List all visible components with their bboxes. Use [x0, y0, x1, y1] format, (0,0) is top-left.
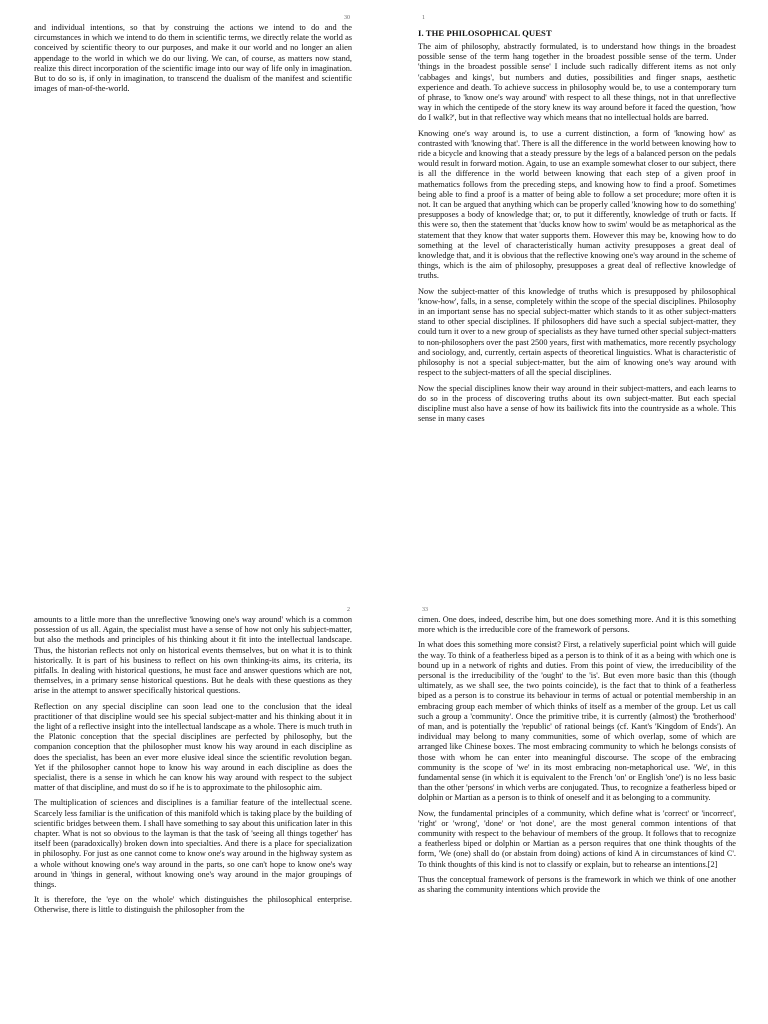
paragraph: and individual intentions, so that by construing the actions we intend to do and the circumstances in which we intend to do them in scientific terms, we directly relate the world as conceived by scientific theory to our purposes, and make it our world and no longer an alien appendage to the world in which we do our living. We can, of course, as matters now stand, realize this direct incorporation of the scientific image into our way of life only in imagination. But to do so is, if only in imagination, to transcend the dualism of the manifest and scientific images of man-of-the-world. — [34, 23, 352, 94]
page-1 — [418, 14, 736, 604]
page-number: 30 — [344, 15, 350, 21]
page-33 — [418, 606, 736, 1024]
paragraph: Now the special disciplines know their way around in their subject-matters, and each learns to do so in the process of discovering truths about its own subject-matter. But each special discipline must also have a sense of how its bailiwick fits into the countryside as a whole. This sense in many cases — [418, 383, 736, 424]
paragraph: The aim of philosophy, abstractly formulated, is to understand how things in the broadest possible sense of the term hang together in the broadest possible sense of the term. Under 'things in the broadest possible sense' I include such radically different items as not only 'cabbages and kings', but numbers and duties, possibilities and finger snaps, aesthetic experience and death. To achieve success in philosophy would be, to use a contemporary turn of phrase, to 'know one's way around' with respect to all these things, not in that unreflective way in which the centipede of the story knew its way around before it faced the question, 'how do I walk?', but in that reflective way which means that no intellectual holds are barred. — [418, 42, 736, 123]
paragraph: Knowing one's way around is, to use a current distinction, a form of 'knowing how' as contrasted with 'knowing that'. There is all the difference in the world between knowing how to ride a bicycle and knowing that a steady pressure by the legs of a balanced person on the pedals would result in forward motion. Again, to use an example somewhat closer to our subject, there is all the difference in the world between knowing that each step of a given proof in mathematics follows from the preceding steps, and knowing how to find a proof. Sometimes being able to find a proof is a matter of being able to follow a set procedure; more often it is not. It can be argued that anything which can be properly called 'knowing how to do something' presupposes a body of knowledge that; or, to put it differently, knowledge of truth or facts. If this were so, then the statement that 'ducks know how to swim' would be as metaphorical as the statement that they know that water supports them. However this may be, knowing how to do something at the level of characteristically human activity presupposes a great deal of knowledge that, and it is obvious that the reflective knowing one's way around in the scheme of things, which is the aim of philosophy, presupposes a great deal of reflective knowledge of truths. — [418, 128, 736, 281]
paragraph: Now, the fundamental principles of a community, which define what is 'correct' or 'incorrect', 'right' or 'wrong', 'done' or 'not done', are the most general common intentions of that community with respect to the behaviour of members of the group. It follows that to recognize a featherless biped or dolphin or Martian as a person requires that one think thoughts of the form, 'We (one) shall do (or abstain from doing) actions of kind A in circumstances of kind C'. To think thoughts of this kind is not to classify or explain, but to rehearse an intentions.[2] — [418, 808, 736, 869]
page-number: 2 — [347, 607, 350, 613]
page-number: 33 — [422, 607, 428, 613]
paragraph: Reflection on any special discipline can soon lead one to the conclusion that the ideal practitioner of that discipline would see his special subject-matter and his thinking about it in the light of a reflective insight into the intellectual landscape as a whole. There is much truth in the Platonic conception that the special disciplines are perfected by philosophy, but the companion conception that the philosopher must know his way around in each discipline as does the specialist, has been an ever more elusive ideal since the scientific revolution began. Yet if the philosopher cannot hope to know his way around in each discipline as does the specialist, there is a sense in which he can know his way around with respect to the subject matter of that discipline, and must do so if he is to approximate to the philosophic aim. — [34, 701, 352, 793]
page-number: 1 — [422, 15, 425, 21]
paragraph: Thus the conceptual framework of persons is the framework in which we think of one another as sharing the community intentions which provide the — [418, 874, 736, 895]
paragraph: It is therefore, the 'eye on the whole' which distinguishes the philosophical enterprise. Otherwise, there is little to distinguish the philosopher from the — [34, 895, 352, 915]
paragraph: cimen. One does, indeed, describe him, but one does something more. And it is this something more which is the irreducible core of the framework of persons. — [418, 615, 736, 635]
paragraph: amounts to a little more than the unreflective 'knowing one's way around' which is a common possession of us all. Again, the specialist must have a sense of how not only his subject-matter, but also the methods and principles of his thinking about it fit into the intellectual landscape. Thus, the historian reflects not only on historical events themselves, but on what it is to think historically. It is part of his business to reflect on his own thinking-its aims, its criteria, its pitfalls. In dealing with historical questions, he must face and answer questions which are not, themselves, in a primary sense historical questions. But he deals with these questions as they arise in the attempt to answer specifically historical questions. — [34, 615, 352, 696]
page-2 — [34, 606, 352, 1024]
page-30 — [34, 14, 352, 604]
paragraph: Now the subject-matter of this knowledge of truths which is presupposed by philosophical 'know-how', falls, in a sense, completely within the scope of the special disciplines. Philosophy in an important sense has no special subject-matter which stands to it as other subject-matters stand to other special disciplines. If philosophers did have such a special subject-matter, they could turn it over to a new group of specialists as they have turned other special subject-matters to non-philosophers over the past 2500 years, first with mathematics, more recently psychology and sociology, and, currently, certain aspects of theoretical linguistics. What is characteristic of philosophy is not a special subject-matter, but the aim of knowing one's way around with respect to the subject-matters of all the special disciplines. — [418, 286, 736, 378]
paragraph: The multiplication of sciences and disciplines is a familiar feature of the intellectual scene. Scarcely less familiar is the unification of this manifold which is taking place by the building of scientific bridges between them. I shall have something to say about this unification later in this chapter. What is not so obvious to the layman is that the task of 'seeing all things together' has itself been (paradoxically) broken down into specialties. And there is a place for specialization in philosophy. For just as one cannot come to know one's way around in the highway system as a whole without knowing one's way around in the parts, so one can't hope to know one's way around in 'things in general, without knowing one's way around in the major groupings of things. — [34, 798, 352, 890]
section-heading: I. THE PHILOSOPHICAL QUEST — [418, 28, 552, 38]
paragraph: In what does this something more consist? First, a relatively superficial point which will guide the way. To think of a featherless biped as a person is to think of it as a being with which one is bound up in a network of rights and duties. From this point of view, the irreducibility of the personal is the irreducibility of the 'ought' to the 'is'. But even more basic than this (though ultimately, as we shall see, the two points coincide), is the fact that to think of a featherless biped as a person is to construe its behaviour in terms of actual or potential membership in an embracing group each member of which thinks of itself as a member of the group. Let us call such a group a 'community'. Once the primitive tribe, it is currently (almost) the 'brotherhood' of man, and is potentially the 'republic' of rational beings (cf. Kant's 'Kingdom of Ends'). An individual may belong to many communities, some of which overlap, some of which are arranged like Chinese boxes. The most embracing community to which he belongs consists of those with whom he can enter into meaningful discourse. The scope of the embracing community is the scope of 'we' in its most embracing non-metaphorical use. 'We', in this fundamental sense (in which it is equivalent to the French 'on' or English 'one') is no less basic than the other 'persons' in which verbs are conjugated. Thus, to recognize a featherless biped or dolphin or Martian as a person is to think of oneself and it as belonging to a community. — [418, 640, 736, 803]
